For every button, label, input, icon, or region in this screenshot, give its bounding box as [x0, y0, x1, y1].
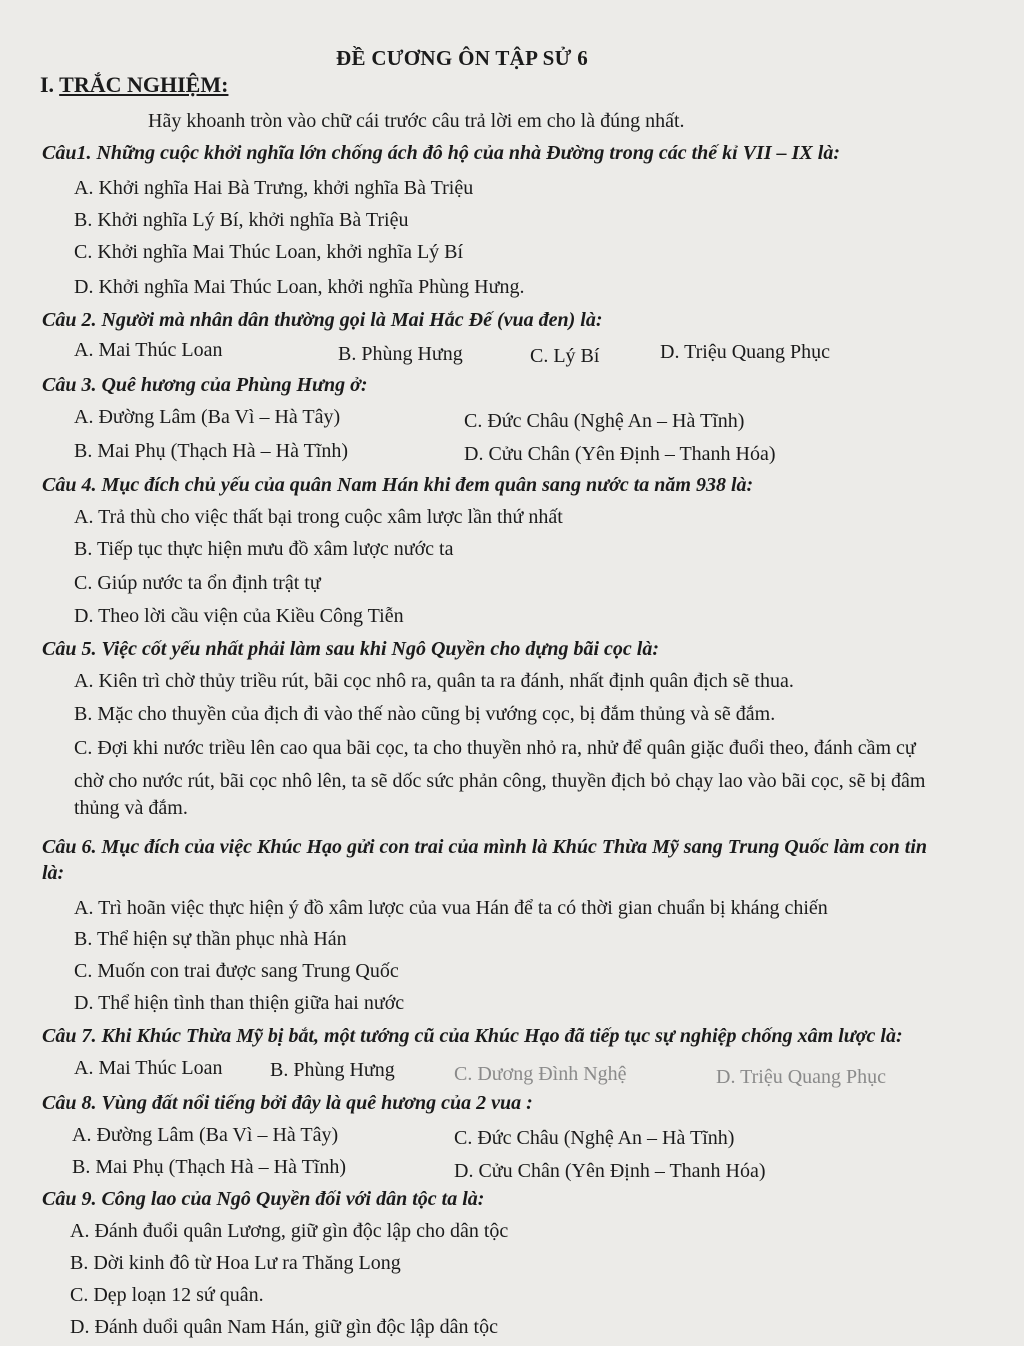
q5-option-c-line-2: chờ cho nước rút, bãi cọc nhô lên, ta sẽ dốc sức phản công, thuyền địch bỏ chạy lao vào bãi cọc, sẽ bị đâm — [74, 770, 926, 792]
q1-option-b[interactable]: B. Khởi nghĩa Lý Bí, khởi nghĩa Bà Triệu — [74, 209, 409, 231]
q3-option-a[interactable]: A. Đường Lâm (Ba Vì – Hà Tây) — [74, 406, 341, 428]
q8-option-b[interactable]: B. Mai Phụ (Thạch Hà – Hà Tĩnh) — [72, 1156, 347, 1178]
q2-option-b[interactable]: B. Phùng Hưng — [338, 343, 463, 365]
q3-option-d[interactable]: D. Cửu Chân (Yên Định – Thanh Hóa) — [464, 443, 776, 465]
page-title: ĐỀ CƯƠNG ÔN TẬP SỬ 6 — [336, 46, 588, 70]
q1-option-d[interactable]: D. Khởi nghĩa Mai Thúc Loan, khởi nghĩa Phùng Hưng. — [74, 276, 525, 298]
question-6-line-2: là: — [42, 862, 65, 884]
q8-option-a[interactable]: A. Đường Lâm (Ba Vì – Hà Tây) — [72, 1124, 339, 1146]
question-5: Câu 5. Việc cốt yếu nhất phải làm sau khi Ngô Quyền cho dựng bãi cọc là: — [42, 638, 660, 660]
section-number: I. — [40, 72, 55, 97]
q6-option-a[interactable]: A. Trì hoãn việc thực hiện ý đồ xâm lược của vua Hán để ta có thời gian chuẩn bị kháng chiến — [74, 897, 828, 919]
q4-option-c[interactable]: C. Giúp nước ta ổn định trật tự — [74, 572, 321, 594]
section-heading — [40, 72, 228, 98]
q7-option-a[interactable]: A. Mai Thúc Loan — [74, 1057, 223, 1079]
q1-option-c[interactable]: C. Khởi nghĩa Mai Thúc Loan, khởi nghĩa Lý Bí — [74, 241, 464, 263]
q2-option-c[interactable]: C. Lý Bí — [530, 345, 600, 367]
question-7: Câu 7. Khi Khúc Thừa Mỹ bị bắt, một tướng cũ của Khúc Hạo đã tiếp tục sự nghiệp chống xâm lược là: — [42, 1025, 903, 1047]
q9-option-c[interactable]: C. Dẹp loạn 12 sứ quân. — [70, 1284, 264, 1306]
q7-option-c[interactable]: C. Dương Đình Nghệ — [454, 1063, 627, 1085]
section-name: TRẮC NGHIỆM: — [59, 72, 229, 97]
q6-option-b[interactable]: B. Thể hiện sự thần phục nhà Hán — [74, 928, 347, 950]
q7-option-b[interactable]: B. Phùng Hưng — [270, 1059, 395, 1081]
q8-option-c[interactable]: C. Đức Châu (Nghệ An – Hà Tĩnh) — [454, 1127, 735, 1149]
instruction: Hãy khoanh tròn vào chữ cái trước câu trả lời em cho là đúng nhất. — [148, 110, 685, 132]
q5-option-a[interactable]: A. Kiên trì chờ thủy triều rút, bãi cọc nhô ra, quân ta ra đánh, nhất định quân địch sẽ thua. — [74, 670, 794, 692]
q8-option-d[interactable]: D. Cửu Chân (Yên Định – Thanh Hóa) — [454, 1160, 766, 1182]
question-8: Câu 8. Vùng đất nổi tiếng bởi đây là quê hương của 2 vua : — [42, 1092, 533, 1114]
question-4: Câu 4. Mục đích chủ yếu của quân Nam Hán khi đem quân sang nước ta năm 938 là: — [42, 474, 754, 496]
q5-option-c[interactable]: C. Đợi khi nước triều lên cao qua bãi cọc, ta cho thuyền nhỏ ra, nhử để quân giặc đuổi theo, đánh cầm cự — [74, 737, 916, 759]
q3-option-b[interactable]: B. Mai Phụ (Thạch Hà – Hà Tĩnh) — [74, 440, 349, 462]
q2-option-d[interactable]: D. Triệu Quang Phục — [660, 341, 831, 363]
question-2: Câu 2. Người mà nhân dân thường gọi là Mai Hắc Đế (vua đen) là: — [42, 309, 603, 331]
q9-option-d[interactable]: D. Đánh duổi quân Nam Hán, giữ gìn độc lập dân tộc — [70, 1316, 498, 1338]
q2-option-a[interactable]: A. Mai Thúc Loan — [74, 339, 223, 361]
q4-option-a[interactable]: A. Trả thù cho việc thất bại trong cuộc xâm lược lần thứ nhất — [74, 506, 563, 528]
question-6: Câu 6. Mục đích của việc Khúc Hạo gửi con trai của mình là Khúc Thừa Mỹ sang Trung Quốc làm con tin — [42, 836, 928, 858]
question-3: Câu 3. Quê hương của Phùng Hưng ở: — [42, 374, 368, 396]
q5-option-c-line-3: thủng và đắm. — [74, 797, 188, 819]
q4-option-b[interactable]: B. Tiếp tục thực hiện mưu đồ xâm lược nước ta — [74, 538, 454, 560]
q4-option-d[interactable]: D. Theo lời cầu viện của Kiều Công Tiễn — [74, 605, 404, 627]
q1-option-a[interactable]: A. Khởi nghĩa Hai Bà Trưng, khởi nghĩa Bà Triệu — [74, 177, 474, 199]
q6-option-d[interactable]: D. Thể hiện tình than thiện giữa hai nước — [74, 992, 405, 1014]
question-9: Câu 9. Công lao của Ngô Quyền đối với dân tộc ta là: — [42, 1188, 485, 1210]
q7-option-d[interactable]: D. Triệu Quang Phục — [716, 1066, 887, 1088]
q9-option-a[interactable]: A. Đánh đuổi quân Lương, giữ gìn độc lập cho dân tộc — [70, 1220, 509, 1242]
q9-option-b[interactable]: B. Dời kinh đô từ Hoa Lư ra Thăng Long — [70, 1252, 401, 1274]
q3-option-c[interactable]: C. Đức Châu (Nghệ An – Hà Tĩnh) — [464, 410, 745, 432]
question-1: Câu1. Những cuộc khởi nghĩa lớn chống ách đô hộ của nhà Đường trong các thế kỉ VII – IX là: — [42, 142, 840, 164]
q6-option-c[interactable]: C. Muốn con trai được sang Trung Quốc — [74, 960, 399, 982]
q5-option-b[interactable]: B. Mặc cho thuyền của địch đi vào thế nào cũng bị vướng cọc, bị đắm thủng và sẽ đắm. — [74, 703, 776, 725]
